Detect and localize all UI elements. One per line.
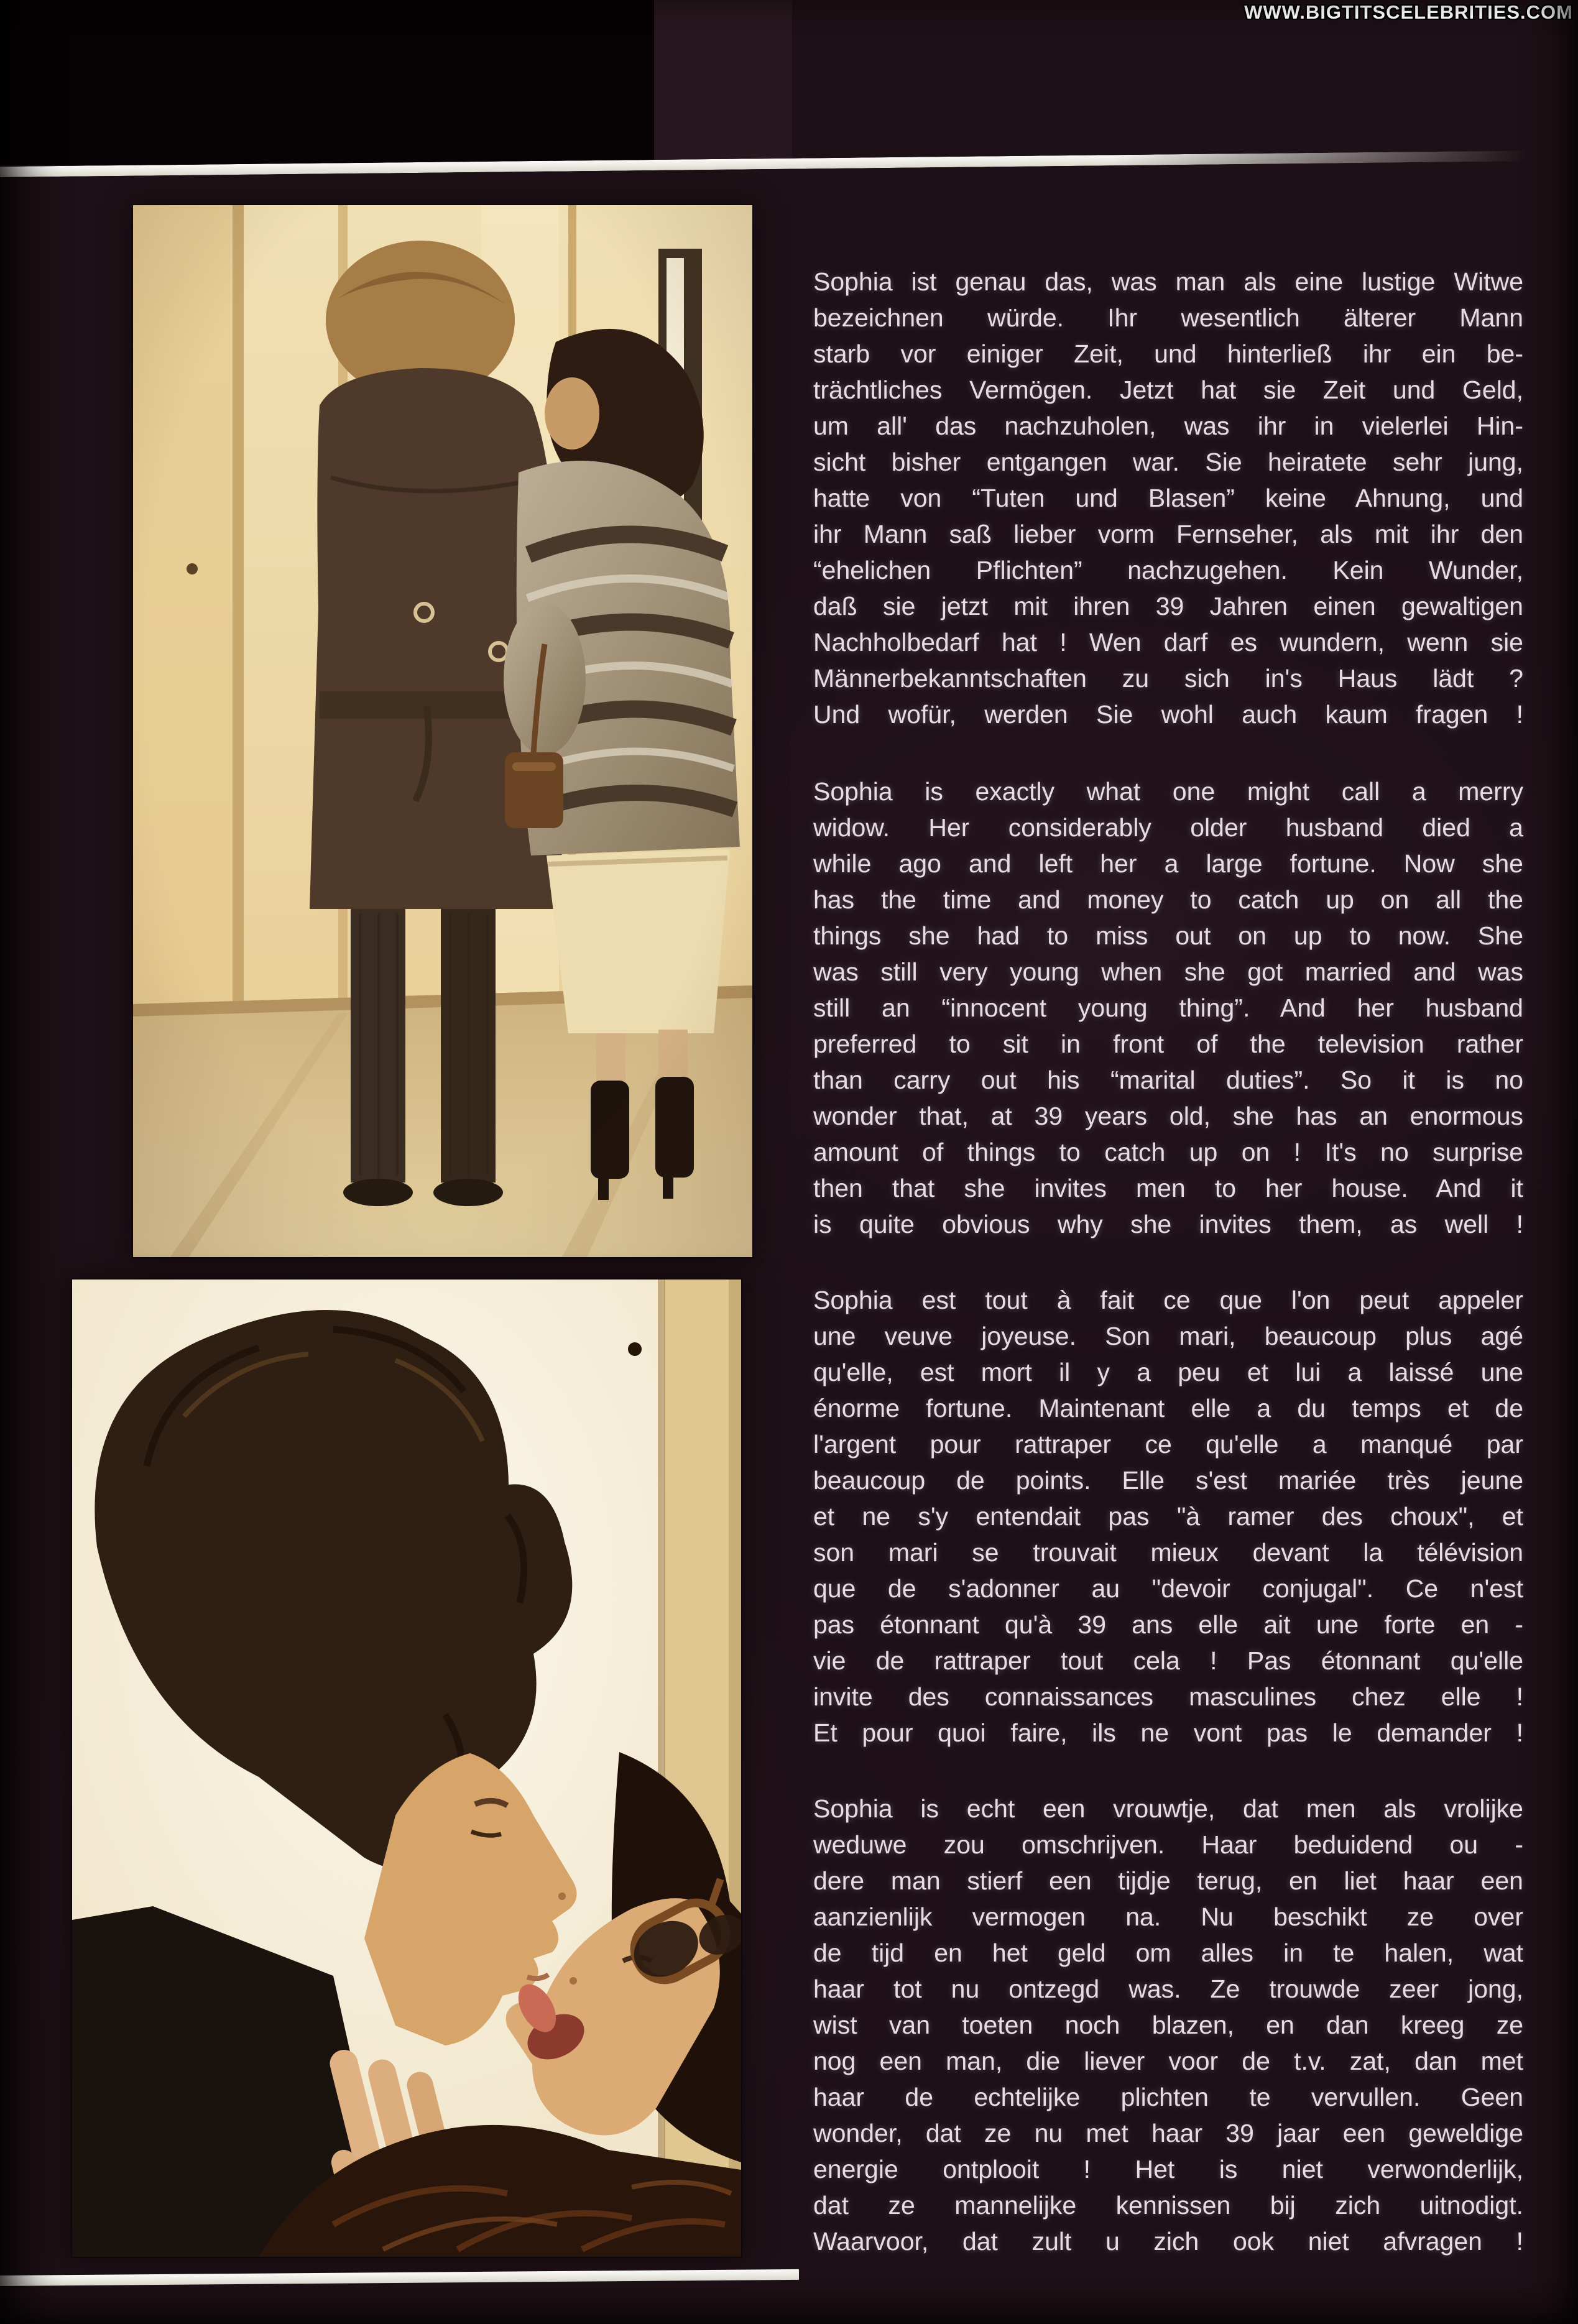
text-line: widow. Her considerably older husband died a bbox=[813, 813, 1523, 842]
text-line: ihr Mann saß lieber vorm Fernseher, als mit ihr den bbox=[813, 520, 1523, 548]
text-line: que de s'adonner au "devoir conjugal". Ce n'est bbox=[813, 1574, 1523, 1603]
text-line: et ne s'y entendait pas "à ramer des choux", et bbox=[813, 1502, 1523, 1531]
text-line: de tijd en het geld om alles in te halen, wat bbox=[813, 1939, 1523, 1967]
photo-couple-kissing-closeup bbox=[72, 1280, 741, 2257]
text-line: vie de rattraper tout cela ! Pas étonnant qu'elle bbox=[813, 1646, 1523, 1675]
paragraph-french bbox=[813, 1282, 1523, 1751]
text-line: wonder, dat ze nu met haar 39 jaar een geweldige bbox=[813, 2119, 1523, 2147]
text-line: Sophia is exactly what one might call a merry bbox=[813, 777, 1523, 806]
text-line: amount of things to catch up on ! It's no surprise bbox=[813, 1138, 1523, 1166]
text-line: une veuve joyeuse. Son mari, beaucoup plus agé bbox=[813, 1322, 1523, 1350]
text-line: dat ze mannelijke kennissen bij zich uitnodigt. bbox=[813, 2191, 1523, 2220]
scan-light-patch bbox=[654, 0, 792, 165]
scan-top-black-area bbox=[0, 0, 654, 165]
text-line: then that she invites men to her house. And it bbox=[813, 1174, 1523, 1202]
text-line: dere man stierf een tijdje terug, en liet haar een bbox=[813, 1866, 1523, 1895]
text-line: invite des connaissances masculines chez elle ! bbox=[813, 1682, 1523, 1711]
text-line: Et pour quoi faire, ils ne vont pas le demander ! bbox=[813, 1718, 1523, 1747]
text-line: Sophia is echt een vrouwtje, dat men als vrolijke bbox=[813, 1794, 1523, 1823]
text-line: aanzienlijk vermogen na. Nu beschikt ze over bbox=[813, 1902, 1523, 1931]
text-line: wist van toeten noch blazen, en dan kreeg ze bbox=[813, 2011, 1523, 2039]
text-line: things she had to miss out on up to now. She bbox=[813, 921, 1523, 950]
text-line: bezeichnen würde. Ihr wesentlich älterer Mann bbox=[813, 303, 1523, 332]
paragraph-dutch bbox=[813, 1791, 1523, 2259]
text-line: while ago and left her a large fortune. Now she bbox=[813, 849, 1523, 878]
text-line: sicht bisher entgangen war. Sie heiratete sehr jung, bbox=[813, 448, 1523, 476]
text-line: “ehelichen Pflichten” nachzugehen. Kein Wunder, bbox=[813, 556, 1523, 584]
text-line: than carry out his “marital duties”. So it is no bbox=[813, 1066, 1523, 1094]
text-line: son mari se trouvait mieux devant la télévision bbox=[813, 1538, 1523, 1567]
text-line: Männerbekanntschaften zu sich in's Haus lädt ? bbox=[813, 664, 1523, 693]
text-line: Sophia ist genau das, was man als eine lustige Witwe bbox=[813, 267, 1523, 296]
text-line: beaucoup de points. Elle s'est mariée très jeune bbox=[813, 1466, 1523, 1495]
text-line: haar tot nu ontzegd was. Ze trouwde zeer jong, bbox=[813, 1975, 1523, 2003]
watermark-url: WWW.BIGTITSCELEBRITIES.COM bbox=[1244, 1, 1573, 23]
text-line: Sophia est tout à fait ce que l'on peut appeler bbox=[813, 1286, 1523, 1314]
text-line: trächtliches Vermögen. Jetzt hat sie Zeit und Geld, bbox=[813, 376, 1523, 404]
text-line: haar de echtelijke plichten te vervullen. Geen bbox=[813, 2083, 1523, 2111]
photo-couple-street bbox=[133, 205, 752, 1257]
text-line: hatte von “Tuten und Blasen” keine Ahnung, und bbox=[813, 484, 1523, 512]
text-line: Nachholbedarf hat ! Wen darf es wundern, wenn sie bbox=[813, 628, 1523, 657]
paragraph-english bbox=[813, 773, 1523, 1242]
text-line: l'argent pour rattraper ce qu'elle a manqué par bbox=[813, 1430, 1523, 1459]
text-line: was still very young when she got married and was bbox=[813, 957, 1523, 986]
text-line: wonder that, at 39 years old, she has an enormous bbox=[813, 1102, 1523, 1130]
text-line: starb vor einiger Zeit, und hinterließ ihr ein be- bbox=[813, 339, 1523, 368]
text-line: um all' das nachzuholen, was ihr in vielerlei Hin- bbox=[813, 412, 1523, 440]
text-line: Waarvoor, dat zult u zich ook niet afvragen ! bbox=[813, 2227, 1523, 2256]
paragraph-german bbox=[813, 264, 1523, 732]
text-line: energie ontplooit ! Het is niet verwonderlijk, bbox=[813, 2155, 1523, 2183]
text-line: qu'elle, est mort il y a peu et lui a laissé une bbox=[813, 1358, 1523, 1386]
scan-speck bbox=[628, 1342, 642, 1356]
photo-kiss-art bbox=[72, 1280, 741, 2257]
photo-couple-street-art bbox=[133, 205, 752, 1257]
page-divider-bottom bbox=[0, 2269, 799, 2286]
text-line: weduwe zou omschrijven. Haar beduidend ou - bbox=[813, 1830, 1523, 1859]
text-line: preferred to sit in front of the television rather bbox=[813, 1030, 1523, 1058]
text-line: still an “innocent young thing”. And her husband bbox=[813, 994, 1523, 1022]
text-line: pas étonnant qu'à 39 ans elle ait une forte en - bbox=[813, 1610, 1523, 1639]
text-line: énorme fortune. Maintenant elle a du temps et de bbox=[813, 1394, 1523, 1423]
text-line: has the time and money to catch up on all the bbox=[813, 885, 1523, 914]
text-line: daß sie jetzt mit ihren 39 Jahren einen gewaltigen bbox=[813, 592, 1523, 620]
text-line: Und wofür, werden Sie wohl auch kaum fragen ! bbox=[813, 700, 1523, 729]
text-line: is quite obvious why she invites them, as well ! bbox=[813, 1210, 1523, 1238]
text-line: nog een man, die liever voor de t.v. zat, dan met bbox=[813, 2047, 1523, 2075]
